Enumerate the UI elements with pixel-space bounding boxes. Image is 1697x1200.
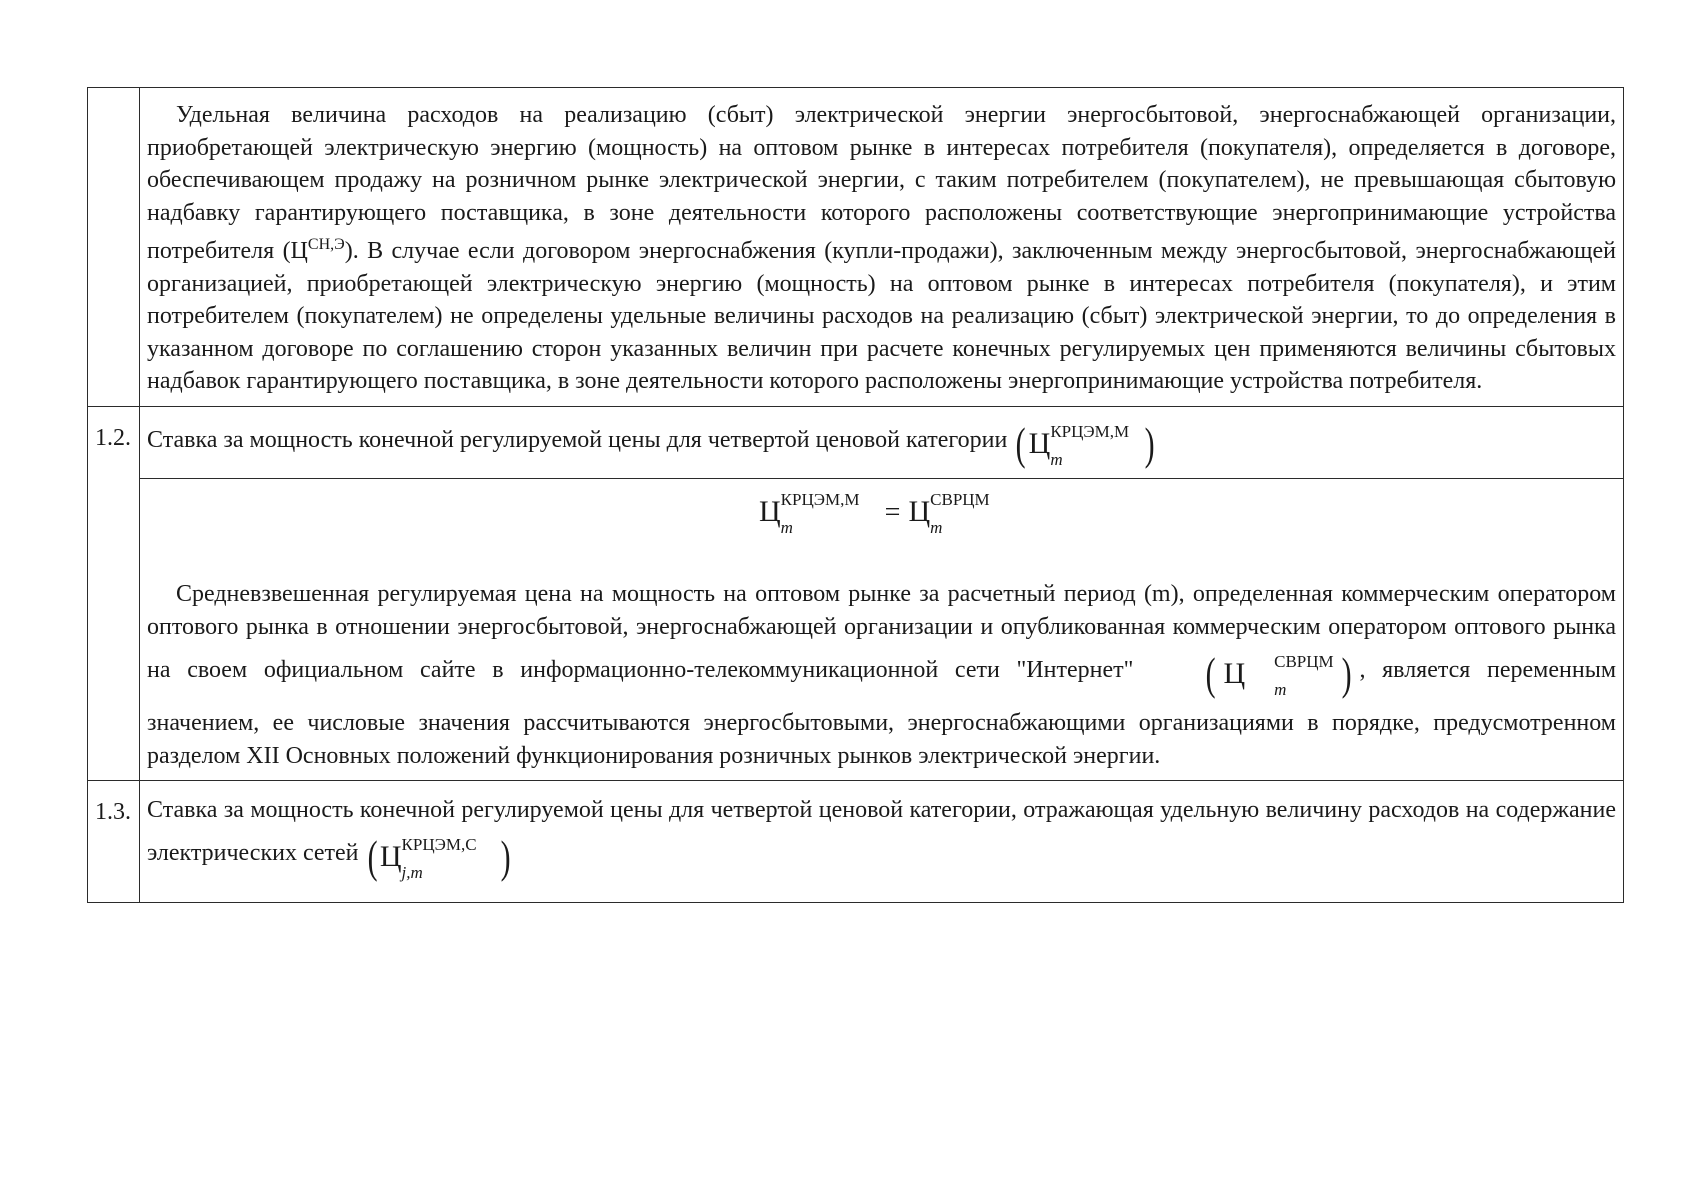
formula-superscript: КРЦЭМ,М (1050, 421, 1130, 441)
paragraph (147, 578, 1616, 772)
formula-subscript: j,m (401, 863, 423, 882)
table-row (88, 479, 1624, 781)
table-row (88, 781, 1624, 903)
table-row (88, 88, 1624, 407)
formula-superscript: КРЦЭМ,С (401, 835, 477, 854)
inline-formula: (Ц КРЦЭМ,С j,m ) (367, 831, 511, 882)
formula-block (147, 490, 1616, 552)
equals-sign: = (884, 497, 901, 528)
text-cell (140, 88, 1624, 407)
formula-superscript: КРЦЭМ,М (780, 490, 860, 509)
paragraph-text: Удельная величина расходов на реализацию (сбыт) электрической энергии энергосбытовой, энергоснабжающей организации, приобретающей электрическую энергию (мощность) на оптовом рынке в интересах потребителя (покупателя), определяется в договоре, обеспечивающем продажу на розничном рынке электрической энергии, с таким потребителем (покупателем), не превышающая сбытовую надбавку гарантирующего поставщика, в зоне деятельности которого расположены соответствующие энергопринимающие устройства потребителя (Ц (147, 102, 1616, 264)
heading-text: Ставка за мощность конечной регулируемой цены для четвертой ценовой категории (147, 426, 1008, 453)
formula-superscript: СВРЦМ (930, 490, 990, 509)
inline-formula: ( Ц СВРЦМ m ) (1205, 648, 1352, 699)
formula-superscript: СВРЦМ (1274, 652, 1334, 671)
superscript: СН,Э (307, 236, 345, 253)
formula-symbol: Ц (759, 495, 781, 528)
text-cell (140, 781, 1624, 903)
table-row (88, 406, 1624, 479)
row-number-cell: 1.2. (88, 406, 140, 781)
formula-symbol: Ц (1028, 426, 1051, 460)
formula-symbol: Ц (1223, 657, 1246, 690)
formula-subscript: m (1274, 680, 1287, 699)
formula (759, 490, 1000, 537)
paragraph-text: , является переменным значением, ее числовые значения рассчитываются энергосбытовыми, энергоснабжающими организациями в порядке, предусмотренном разделом XII Основных положений функционирования розничных рынков электрической энергии. (147, 657, 1617, 769)
formula-subscript: m (930, 518, 943, 537)
row-heading (147, 417, 1616, 469)
row-number-cell (88, 88, 140, 407)
row-number-cell: 1.3. (88, 781, 140, 903)
heading-cell (140, 406, 1624, 479)
formula-subscript: m (1050, 449, 1063, 469)
formula-subscript: m (780, 518, 793, 537)
text-cell (140, 479, 1624, 781)
paragraph-text: Ставка за мощность конечной регулируемой цены для четвертой ценовой категории, отражающая удельную величину расходов на содержание электрических сетей (147, 797, 1616, 866)
inline-formula: (Ц КРЦЭМ,М m ) (1016, 417, 1155, 469)
formula-symbol: Ц (908, 495, 931, 528)
paragraph-text: Средневзвешенная регулируемая цена на мощность на оптовом рынке за расчетный период (m), определенная коммерческим оператором оптового рынка в отношении энергосбытовой, энергоснабжающей организации и опубликованная коммерческим оператором оптового рынка на своем официальном сайте в информационно-телекоммуникационной сети "Интернет" (147, 581, 1616, 683)
paragraph (147, 99, 1616, 398)
tariff-table (87, 87, 1624, 903)
formula-symbol: Ц (379, 840, 402, 873)
paragraph-text: ). В случае если договором энергоснабжения (купли-продажи), заключенным между энергосбытовой, энергоснабжающей организацией, приобретающей электрическую энергию (мощность) на оптовом рынке в интересах потребителя (покупателя), и этим потребителем (покупателем) не определены удельные величины расходов на реализацию (сбыт) электрической энергии, то до определения в указанном договоре по соглашению сторон указанных величин при расчете конечных регулируемых цен применяются величины сбытовых надбавок гарантирующего поставщика, в зоне деятельности которого расположены энергопринимающие устройства потребителя. (147, 238, 1617, 394)
paragraph (147, 792, 1616, 888)
